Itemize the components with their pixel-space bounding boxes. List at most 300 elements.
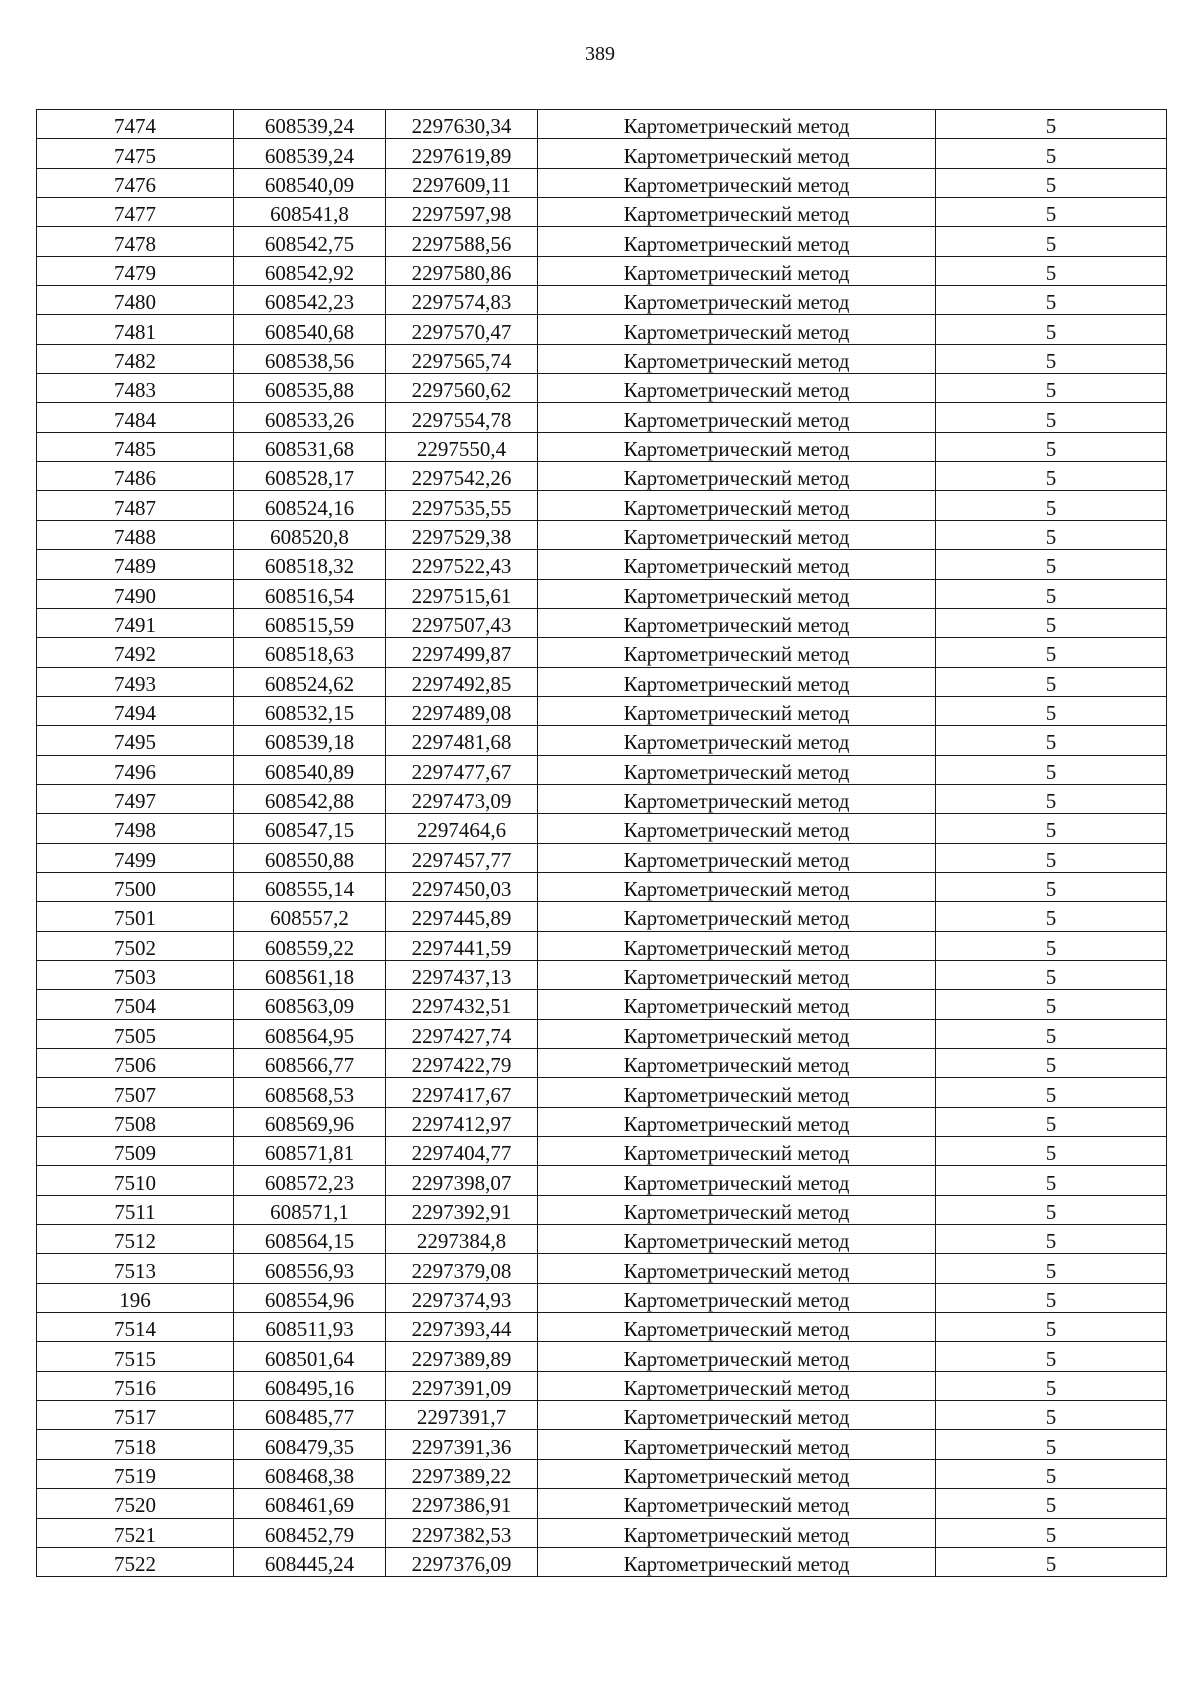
accuracy-cell-text: 5 [1045,1317,1057,1342]
y-coordinate-cell [386,315,538,344]
point-number-cell [37,227,234,256]
method-cell-text: Картометрический метод [623,877,850,902]
x-coordinate-cell-text: 608461,69 [264,1493,355,1518]
y-coordinate-cell-text: 2297588,56 [411,231,512,256]
table-row [37,344,1167,373]
point-number-cell-text: 7476 [114,172,156,197]
x-coordinate-cell-text: 608571,81 [264,1141,355,1166]
x-coordinate-cell [234,960,386,989]
x-coordinate-cell-text: 608524,16 [264,495,355,520]
method-cell-text: Картометрический метод [623,348,850,373]
point-number-cell [37,374,234,403]
method-cell-text: Картометрический метод [623,1463,850,1488]
table-row [37,696,1167,725]
table-row [37,608,1167,637]
method-cell [538,1225,936,1254]
x-coordinate-cell-text: 608531,68 [264,436,355,461]
table-row [37,960,1167,989]
accuracy-cell-text: 5 [1045,818,1057,843]
method-cell [538,1107,936,1136]
x-coordinate-cell-text: 608501,64 [264,1346,355,1371]
table-row [37,755,1167,784]
table-row [37,990,1167,1019]
y-coordinate-cell-text: 2297529,38 [411,524,512,549]
accuracy-cell [936,1254,1167,1283]
accuracy-cell [936,814,1167,843]
y-coordinate-cell-text: 2297427,74 [411,1023,512,1048]
accuracy-cell [936,1283,1167,1312]
y-coordinate-cell-text: 2297422,79 [411,1053,512,1078]
x-coordinate-cell [234,168,386,197]
table-row [37,784,1167,813]
x-coordinate-cell-text: 608532,15 [264,701,355,726]
point-number-cell-text: 7498 [114,818,156,843]
point-number-cell [37,403,234,432]
point-number-cell-text: 7503 [114,965,156,990]
accuracy-cell [936,315,1167,344]
accuracy-cell-text: 5 [1045,1346,1057,1371]
point-number-cell-text: 7480 [114,290,156,315]
y-coordinate-cell-text: 2297507,43 [411,613,512,638]
accuracy-cell [936,374,1167,403]
x-coordinate-cell-text: 608542,88 [264,789,355,814]
y-coordinate-cell [386,168,538,197]
table-row [37,1489,1167,1518]
y-coordinate-cell-text: 2297550,4 [416,436,507,461]
accuracy-cell [936,1313,1167,1342]
method-cell-text: Картометрический метод [623,701,850,726]
y-coordinate-cell [386,198,538,227]
x-coordinate-cell [234,579,386,608]
y-coordinate-cell-text: 2297499,87 [411,642,512,667]
method-cell-text: Картометрический метод [623,1170,850,1195]
y-coordinate-cell [386,1489,538,1518]
table-row [37,139,1167,168]
accuracy-cell-text: 5 [1045,1141,1057,1166]
accuracy-cell-text: 5 [1045,847,1057,872]
accuracy-cell [936,139,1167,168]
accuracy-cell-text: 5 [1045,789,1057,814]
point-number-cell [37,1313,234,1342]
accuracy-cell [936,1342,1167,1371]
accuracy-cell [936,608,1167,637]
accuracy-cell-text: 5 [1045,642,1057,667]
point-number-cell [37,198,234,227]
point-number-cell [37,520,234,549]
table-row [37,462,1167,491]
method-cell [538,990,936,1019]
accuracy-cell-text: 5 [1045,466,1057,491]
point-number-cell-text: 7493 [114,671,156,696]
point-number-cell-text: 7507 [114,1082,156,1107]
accuracy-cell-text: 5 [1045,378,1057,403]
y-coordinate-cell-text: 2297389,89 [411,1346,512,1371]
y-coordinate-cell [386,1195,538,1224]
y-coordinate-cell-text: 2297374,93 [411,1287,512,1312]
method-cell [538,344,936,373]
accuracy-cell-text: 5 [1045,994,1057,1019]
method-cell-text: Картометрический метод [623,1522,850,1547]
x-coordinate-cell-text: 608540,09 [264,172,355,197]
x-coordinate-cell [234,814,386,843]
y-coordinate-cell-text: 2297570,47 [411,319,512,344]
point-number-cell-text: 7502 [114,935,156,960]
method-cell-text: Картометрический метод [623,906,850,931]
table-row [37,491,1167,520]
x-coordinate-cell [234,1137,386,1166]
x-coordinate-cell-text: 608566,77 [264,1053,355,1078]
y-coordinate-cell [386,1049,538,1078]
point-number-cell [37,256,234,285]
method-cell [538,315,936,344]
table-row [37,638,1167,667]
method-cell [538,520,936,549]
point-number-cell [37,608,234,637]
point-number-cell [37,667,234,696]
method-cell-text: Картометрический метод [623,613,850,638]
x-coordinate-cell [234,696,386,725]
x-coordinate-cell [234,784,386,813]
y-coordinate-cell-text: 2297580,86 [411,260,512,285]
method-cell-text: Картометрический метод [623,1053,850,1078]
y-coordinate-cell [386,931,538,960]
y-coordinate-cell [386,902,538,931]
table-row [37,931,1167,960]
accuracy-cell-text: 5 [1045,436,1057,461]
y-coordinate-cell [386,227,538,256]
accuracy-cell [936,344,1167,373]
method-cell [538,1371,936,1400]
point-number-cell-text: 7496 [114,759,156,784]
y-coordinate-cell-text: 2297565,74 [411,348,512,373]
x-coordinate-cell [234,931,386,960]
method-cell [538,1049,936,1078]
point-number-cell [37,1225,234,1254]
method-cell [538,227,936,256]
x-coordinate-cell-text: 608445,24 [264,1552,355,1577]
x-coordinate-cell-text: 608563,09 [264,994,355,1019]
accuracy-cell [936,256,1167,285]
table-row [37,1283,1167,1312]
point-number-cell-text: 7509 [114,1141,156,1166]
accuracy-cell-text: 5 [1045,1287,1057,1312]
x-coordinate-cell-text: 608535,88 [264,378,355,403]
method-cell [538,403,936,432]
point-number-cell-text: 7494 [114,701,156,726]
table-row [37,198,1167,227]
x-coordinate-cell-text: 608539,18 [264,730,355,755]
point-number-cell-text: 196 [119,1287,151,1312]
table-row [37,1371,1167,1400]
point-number-cell [37,638,234,667]
y-coordinate-cell-text: 2297489,08 [411,701,512,726]
method-cell-text: Картометрический метод [623,290,850,315]
method-cell [538,198,936,227]
accuracy-cell-text: 5 [1045,524,1057,549]
y-coordinate-cell [386,1283,538,1312]
y-coordinate-cell-text: 2297445,89 [411,906,512,931]
method-cell-text: Картометрический метод [623,495,850,520]
table-row [37,872,1167,901]
method-cell [538,462,936,491]
y-coordinate-cell-text: 2297481,68 [411,730,512,755]
y-coordinate-cell [386,784,538,813]
y-coordinate-cell-text: 2297379,08 [411,1258,512,1283]
x-coordinate-cell [234,403,386,432]
point-number-cell [37,1489,234,1518]
x-coordinate-cell [234,1401,386,1430]
accuracy-cell [936,1518,1167,1547]
accuracy-cell [936,960,1167,989]
x-coordinate-cell [234,286,386,315]
point-number-cell [37,1342,234,1371]
accuracy-cell [936,1401,1167,1430]
accuracy-cell-text: 5 [1045,759,1057,784]
y-coordinate-cell [386,1430,538,1459]
y-coordinate-cell [386,1313,538,1342]
x-coordinate-cell-text: 608533,26 [264,407,355,432]
y-coordinate-cell-text: 2297464,6 [416,818,507,843]
y-coordinate-cell [386,286,538,315]
method-cell [538,1254,936,1283]
x-coordinate-cell [234,227,386,256]
y-coordinate-cell-text: 2297437,13 [411,965,512,990]
accuracy-cell-text: 5 [1045,260,1057,285]
method-cell-text: Картометрический метод [623,935,850,960]
method-cell-text: Картометрический метод [623,114,850,139]
point-number-cell [37,784,234,813]
method-cell [538,256,936,285]
method-cell-text: Картометрический метод [623,524,850,549]
point-number-cell [37,286,234,315]
y-coordinate-cell [386,374,538,403]
point-number-cell [37,462,234,491]
point-number-cell [37,550,234,579]
y-coordinate-cell [386,1518,538,1547]
x-coordinate-cell-text: 608479,35 [264,1434,355,1459]
method-cell [538,491,936,520]
accuracy-cell-text: 5 [1045,965,1057,990]
y-coordinate-cell-text: 2297515,61 [411,583,512,608]
point-number-cell-text: 7506 [114,1053,156,1078]
y-coordinate-cell [386,1078,538,1107]
point-number-cell-text: 7497 [114,789,156,814]
table-row [37,1107,1167,1136]
accuracy-cell-text: 5 [1045,1170,1057,1195]
method-cell-text: Картометрический метод [623,642,850,667]
table-row [37,667,1167,696]
method-cell [538,1166,936,1195]
point-number-cell-text: 7516 [114,1375,156,1400]
y-coordinate-cell-text: 2297382,53 [411,1522,512,1547]
x-coordinate-cell [234,755,386,784]
method-cell [538,872,936,901]
point-number-cell-text: 7495 [114,730,156,755]
accuracy-cell [936,491,1167,520]
point-number-cell-text: 7479 [114,260,156,285]
point-number-cell [37,843,234,872]
x-coordinate-cell-text: 608557,2 [270,906,349,931]
point-number-cell [37,1283,234,1312]
point-number-cell [37,168,234,197]
accuracy-cell-text: 5 [1045,935,1057,960]
table-row [37,110,1167,139]
x-coordinate-cell [234,902,386,931]
y-coordinate-cell-text: 2297574,83 [411,290,512,315]
point-number-cell [37,960,234,989]
table-row [37,814,1167,843]
point-number-cell [37,1459,234,1488]
y-coordinate-cell [386,667,538,696]
point-number-cell-text: 7475 [114,143,156,168]
method-cell-text: Картометрический метод [623,847,850,872]
accuracy-cell-text: 5 [1045,1522,1057,1547]
table-row [37,579,1167,608]
x-coordinate-cell [234,491,386,520]
method-cell [538,1283,936,1312]
method-cell [538,1547,936,1576]
method-cell [538,374,936,403]
point-number-cell-text: 7486 [114,466,156,491]
table-row [37,1313,1167,1342]
table-row [37,726,1167,755]
x-coordinate-cell [234,1547,386,1576]
accuracy-cell-text: 5 [1045,1493,1057,1518]
method-cell [538,432,936,461]
method-cell-text: Картометрический метод [623,789,850,814]
point-number-cell-text: 7522 [114,1552,156,1577]
x-coordinate-cell-text: 608564,15 [264,1229,355,1254]
table-row [37,227,1167,256]
y-coordinate-cell [386,1547,538,1576]
point-number-cell-text: 7504 [114,994,156,1019]
y-coordinate-cell [386,1254,538,1283]
method-cell-text: Картометрический метод [623,407,850,432]
method-cell-text: Картометрический метод [623,466,850,491]
method-cell [538,755,936,784]
accuracy-cell-text: 5 [1045,1552,1057,1577]
y-coordinate-cell-text: 2297391,7 [416,1405,507,1430]
accuracy-cell [936,168,1167,197]
x-coordinate-cell-text: 608554,96 [264,1287,355,1312]
x-coordinate-cell-text: 608559,22 [264,935,355,960]
point-number-cell-text: 7514 [114,1317,156,1342]
x-coordinate-cell [234,1019,386,1048]
method-cell [538,1078,936,1107]
y-coordinate-cell [386,1342,538,1371]
x-coordinate-cell-text: 608511,93 [265,1317,354,1342]
x-coordinate-cell [234,1078,386,1107]
table-row [37,286,1167,315]
accuracy-cell-text: 5 [1045,1111,1057,1136]
x-coordinate-cell [234,1518,386,1547]
accuracy-cell-text: 5 [1045,1023,1057,1048]
table-row [37,1078,1167,1107]
y-coordinate-cell-text: 2297619,89 [411,143,512,168]
x-coordinate-cell [234,432,386,461]
x-coordinate-cell [234,110,386,139]
accuracy-cell-text: 5 [1045,1082,1057,1107]
point-number-cell-text: 7515 [114,1346,156,1371]
method-cell-text: Картометрический метод [623,759,850,784]
accuracy-cell-text: 5 [1045,202,1057,227]
accuracy-cell-text: 5 [1045,671,1057,696]
x-coordinate-cell [234,1430,386,1459]
coordinates-table [36,109,1167,1577]
accuracy-cell [936,1019,1167,1048]
method-cell-text: Картометрический метод [623,554,850,579]
method-cell-text: Картометрический метод [623,231,850,256]
point-number-cell [37,1371,234,1400]
x-coordinate-cell [234,872,386,901]
x-coordinate-cell-text: 608540,68 [264,319,355,344]
method-cell [538,814,936,843]
y-coordinate-cell [386,1137,538,1166]
x-coordinate-cell-text: 608540,89 [264,759,355,784]
y-coordinate-cell-text: 2297492,85 [411,671,512,696]
y-coordinate-cell-text: 2297393,44 [411,1317,512,1342]
y-coordinate-cell [386,139,538,168]
point-number-cell-text: 7521 [114,1522,156,1547]
x-coordinate-cell-text: 608468,38 [264,1463,355,1488]
x-coordinate-cell-text: 608520,8 [270,524,349,549]
y-coordinate-cell-text: 2297473,09 [411,789,512,814]
x-coordinate-cell-text: 608571,1 [270,1199,349,1224]
accuracy-cell [936,1166,1167,1195]
accuracy-cell-text: 5 [1045,1199,1057,1224]
point-number-cell [37,755,234,784]
accuracy-cell-text: 5 [1045,172,1057,197]
accuracy-cell [936,1137,1167,1166]
accuracy-cell [936,432,1167,461]
accuracy-cell [936,198,1167,227]
accuracy-cell [936,638,1167,667]
accuracy-cell [936,520,1167,549]
x-coordinate-cell-text: 608452,79 [264,1522,355,1547]
point-number-cell-text: 7520 [114,1493,156,1518]
y-coordinate-cell-text: 2297542,26 [411,466,512,491]
point-number-cell [37,1049,234,1078]
point-number-cell [37,344,234,373]
point-number-cell-text: 7518 [114,1434,156,1459]
point-number-cell-text: 7482 [114,348,156,373]
point-number-cell [37,1254,234,1283]
accuracy-cell [936,403,1167,432]
y-coordinate-cell [386,491,538,520]
accuracy-cell [936,726,1167,755]
table-row [37,1166,1167,1195]
method-cell-text: Картометрический метод [623,1405,850,1430]
x-coordinate-cell [234,374,386,403]
point-number-cell [37,491,234,520]
x-coordinate-cell [234,1283,386,1312]
accuracy-cell [936,667,1167,696]
x-coordinate-cell-text: 608539,24 [264,143,355,168]
table-row [37,550,1167,579]
x-coordinate-cell [234,1049,386,1078]
accuracy-cell [936,110,1167,139]
method-cell-text: Картометрический метод [623,172,850,197]
y-coordinate-cell-text: 2297609,11 [412,172,511,197]
x-coordinate-cell [234,990,386,1019]
method-cell-text: Картометрический метод [623,202,850,227]
method-cell-text: Картометрический метод [623,583,850,608]
method-cell-text: Картометрический метод [623,1258,850,1283]
point-number-cell [37,110,234,139]
method-cell-text: Картометрический метод [623,260,850,285]
point-number-cell-text: 7484 [114,407,156,432]
point-number-cell [37,1195,234,1224]
